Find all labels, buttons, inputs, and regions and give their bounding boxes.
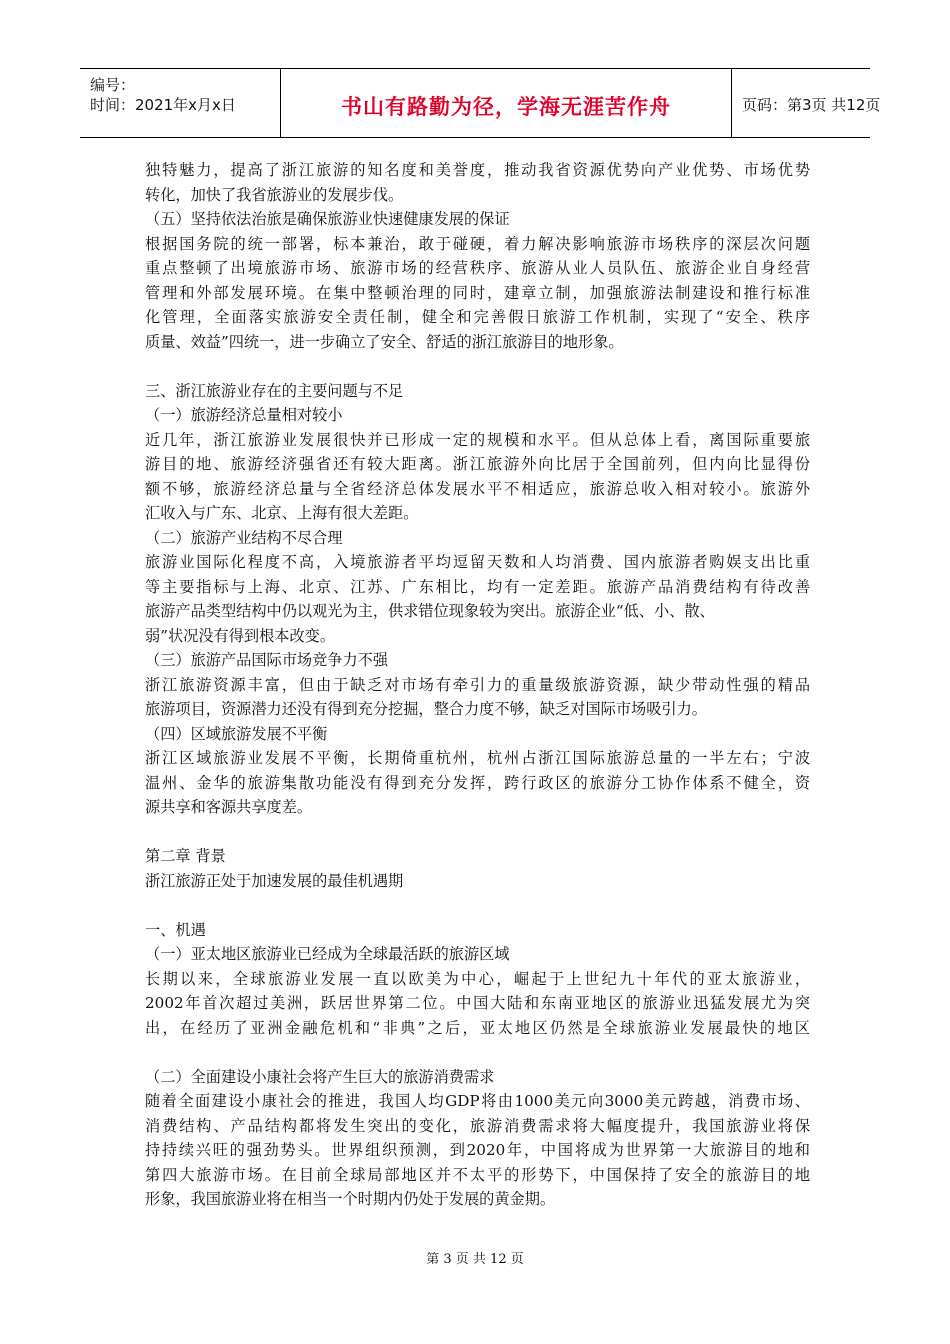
body-text-line: 转化，加快了我省旅游业的发展步伐。	[145, 185, 404, 204]
document-date: 时间：2021年x月x日	[90, 96, 236, 114]
body-text-line: 浙江区域旅游业发展不平衡，长期倚重杭州，杭州占浙江国际旅游总量的一半左右；宁波	[145, 749, 810, 767]
body-text-line: （二）全面建设小康社会将产生巨大的旅游消费需求	[145, 1067, 495, 1086]
body-text-line: （三）旅游产品国际市场竞争力不强	[145, 651, 388, 669]
body-text-line: 持持续兴旺的强劲势头。世界组织预测，到2020年，中国将成为世界第一大旅游目的地和	[145, 1141, 810, 1159]
body-text-line: 额不够，旅游经济总量与全省经济总体发展水平不相适应，旅游总收入相对较小。旅游外	[145, 479, 810, 498]
body-text-line: 随着全面建设小康社会的推进，我国人均GDP将由1000美元向3000美元跨越，消费市场、	[145, 1092, 810, 1110]
body-text-line: 浙江旅游正处于加速发展的最佳机遇期	[145, 871, 404, 890]
blank-line	[145, 1040, 810, 1065]
blank-line	[145, 820, 810, 845]
blank-line	[145, 354, 810, 379]
header-page-cell	[730, 69, 881, 137]
body-text-line: 消费结构、产品结构都将发生突出的变化，旅游消费需求将大幅度提升，我国旅游业将保	[145, 1116, 810, 1135]
body-text-line: 源共享和客源共享度差。	[145, 798, 313, 816]
body-text-line: 独特魅力，提高了浙江旅游的知名度和美誉度，推动我省资源优势向产业优势、市场优势	[145, 161, 810, 179]
header-meta	[80, 69, 280, 137]
blank-line	[145, 893, 810, 918]
document-body	[145, 158, 810, 1212]
body-text-line: 一、机遇	[145, 920, 206, 939]
body-text-line: （一）旅游经济总量相对较小	[145, 406, 343, 424]
body-text-line: 长期以来，全球旅游业发展一直以欧美为中心，崛起于上世纪九十年代的亚太旅游业，	[145, 969, 810, 988]
body-text-line: 出，在经历了亚洲金融危机和“非典”之后，亚太地区仍然是全球旅游业发展最快的地区	[145, 1018, 810, 1037]
body-text-line: 质量、效益”四统一，进一步确立了安全、舒适的浙江旅游目的地形象。	[145, 332, 624, 351]
body-text-line: 温州、金华的旅游集散功能没有得到充分发挥，跨行政区的旅游分工协作体系不健全，资	[145, 773, 810, 792]
body-text-line: 管理和外部发展环境。在集中整顿治理的同时，建章立制，加强旅游法制建设和推行标准	[145, 283, 810, 302]
body-text-line: 第四大旅游市场。在目前全球局部地区并不太平的形势下，中国保持了安全的旅游目的地	[145, 1165, 810, 1184]
body-text-line: 化管理，全面落实旅游安全责任制，健全和完善假日旅游工作机制，实现了“安全、秩序	[145, 308, 810, 326]
body-text-line: （一）亚太地区旅游业已经成为全球最活跃的旅游区域	[145, 945, 510, 963]
body-text-line: （五）坚持依法治旅是确保旅游业快速健康发展的保证	[145, 210, 510, 228]
header-motto-cell	[280, 69, 732, 137]
body-text-line: 根据国务院的统一部署，标本兼治，敢于碰硬，着力解决影响旅游市场秩序的深层次问题	[145, 234, 810, 253]
body-text-line: 近几年，浙江旅游业发展很快并已形成一定的规模和水平。但从总体上看，离国际重要旅	[145, 430, 810, 449]
body-text-line: 旅游业国际化程度不高，入境旅游者平均逗留天数和人均消费、国内旅游者购娱支出比重	[145, 553, 810, 571]
body-text-line: 第二章 背景	[145, 847, 226, 865]
header-page-info: 页码：第3页 共12页	[742, 96, 881, 114]
body-text-line: 汇收入与广东、北京、上海有很大差距。	[145, 504, 419, 522]
body-text-line: 重点整顿了出境旅游市场、旅游市场的经营秩序、旅游从业人员队伍、旅游企业自身经营	[145, 259, 810, 277]
body-text-line: 2002年首次超过美洲，跃居世界第二位。中国大陆和东南亚地区的旅游业迅猛发展尤为突	[145, 994, 810, 1012]
page-header	[80, 68, 881, 138]
body-text-line: 等主要指标与上海、北京、江苏、广东相比，均有一定差距。旅游产品消费结构有待改善	[145, 577, 810, 596]
body-text-line: （二）旅游产业结构不尽合理	[145, 528, 343, 547]
body-text-line: 旅游产品类型结构中仍以观光为主，供求错位现象较为突出。旅游企业“低、小、散、	[145, 602, 715, 620]
body-text-line: 浙江旅游资源丰富，但由于缺乏对市场有牵引力的重量级旅游资源，缺少带动性强的精品	[145, 675, 810, 694]
header-motto: 书山有路勤为径，学海无涯苦作舟	[341, 95, 671, 119]
body-text-line: 弱”状况没有得到根本改变。	[145, 626, 336, 645]
page-footer: 第 3 页 共 12 页	[426, 1252, 524, 1267]
body-text-line: 形象，我国旅游业将在相当一个时期内仍处于发展的黄金期。	[145, 1190, 556, 1208]
body-text-line: 三、浙江旅游业存在的主要问题与不足	[145, 381, 404, 400]
document-number-label: 编号：	[90, 76, 136, 94]
body-text-line: 旅游项目，资源潜力还没有得到充分挖掘，整合力度不够，缺乏对国际市场吸引力。	[145, 700, 707, 718]
body-text-line: （四）区域旅游发展不平衡	[145, 724, 328, 743]
body-text-line: 游目的地、旅游经济强省还有较大距离。浙江旅游外向比居于全国前列，但内向比显得份	[145, 455, 810, 473]
